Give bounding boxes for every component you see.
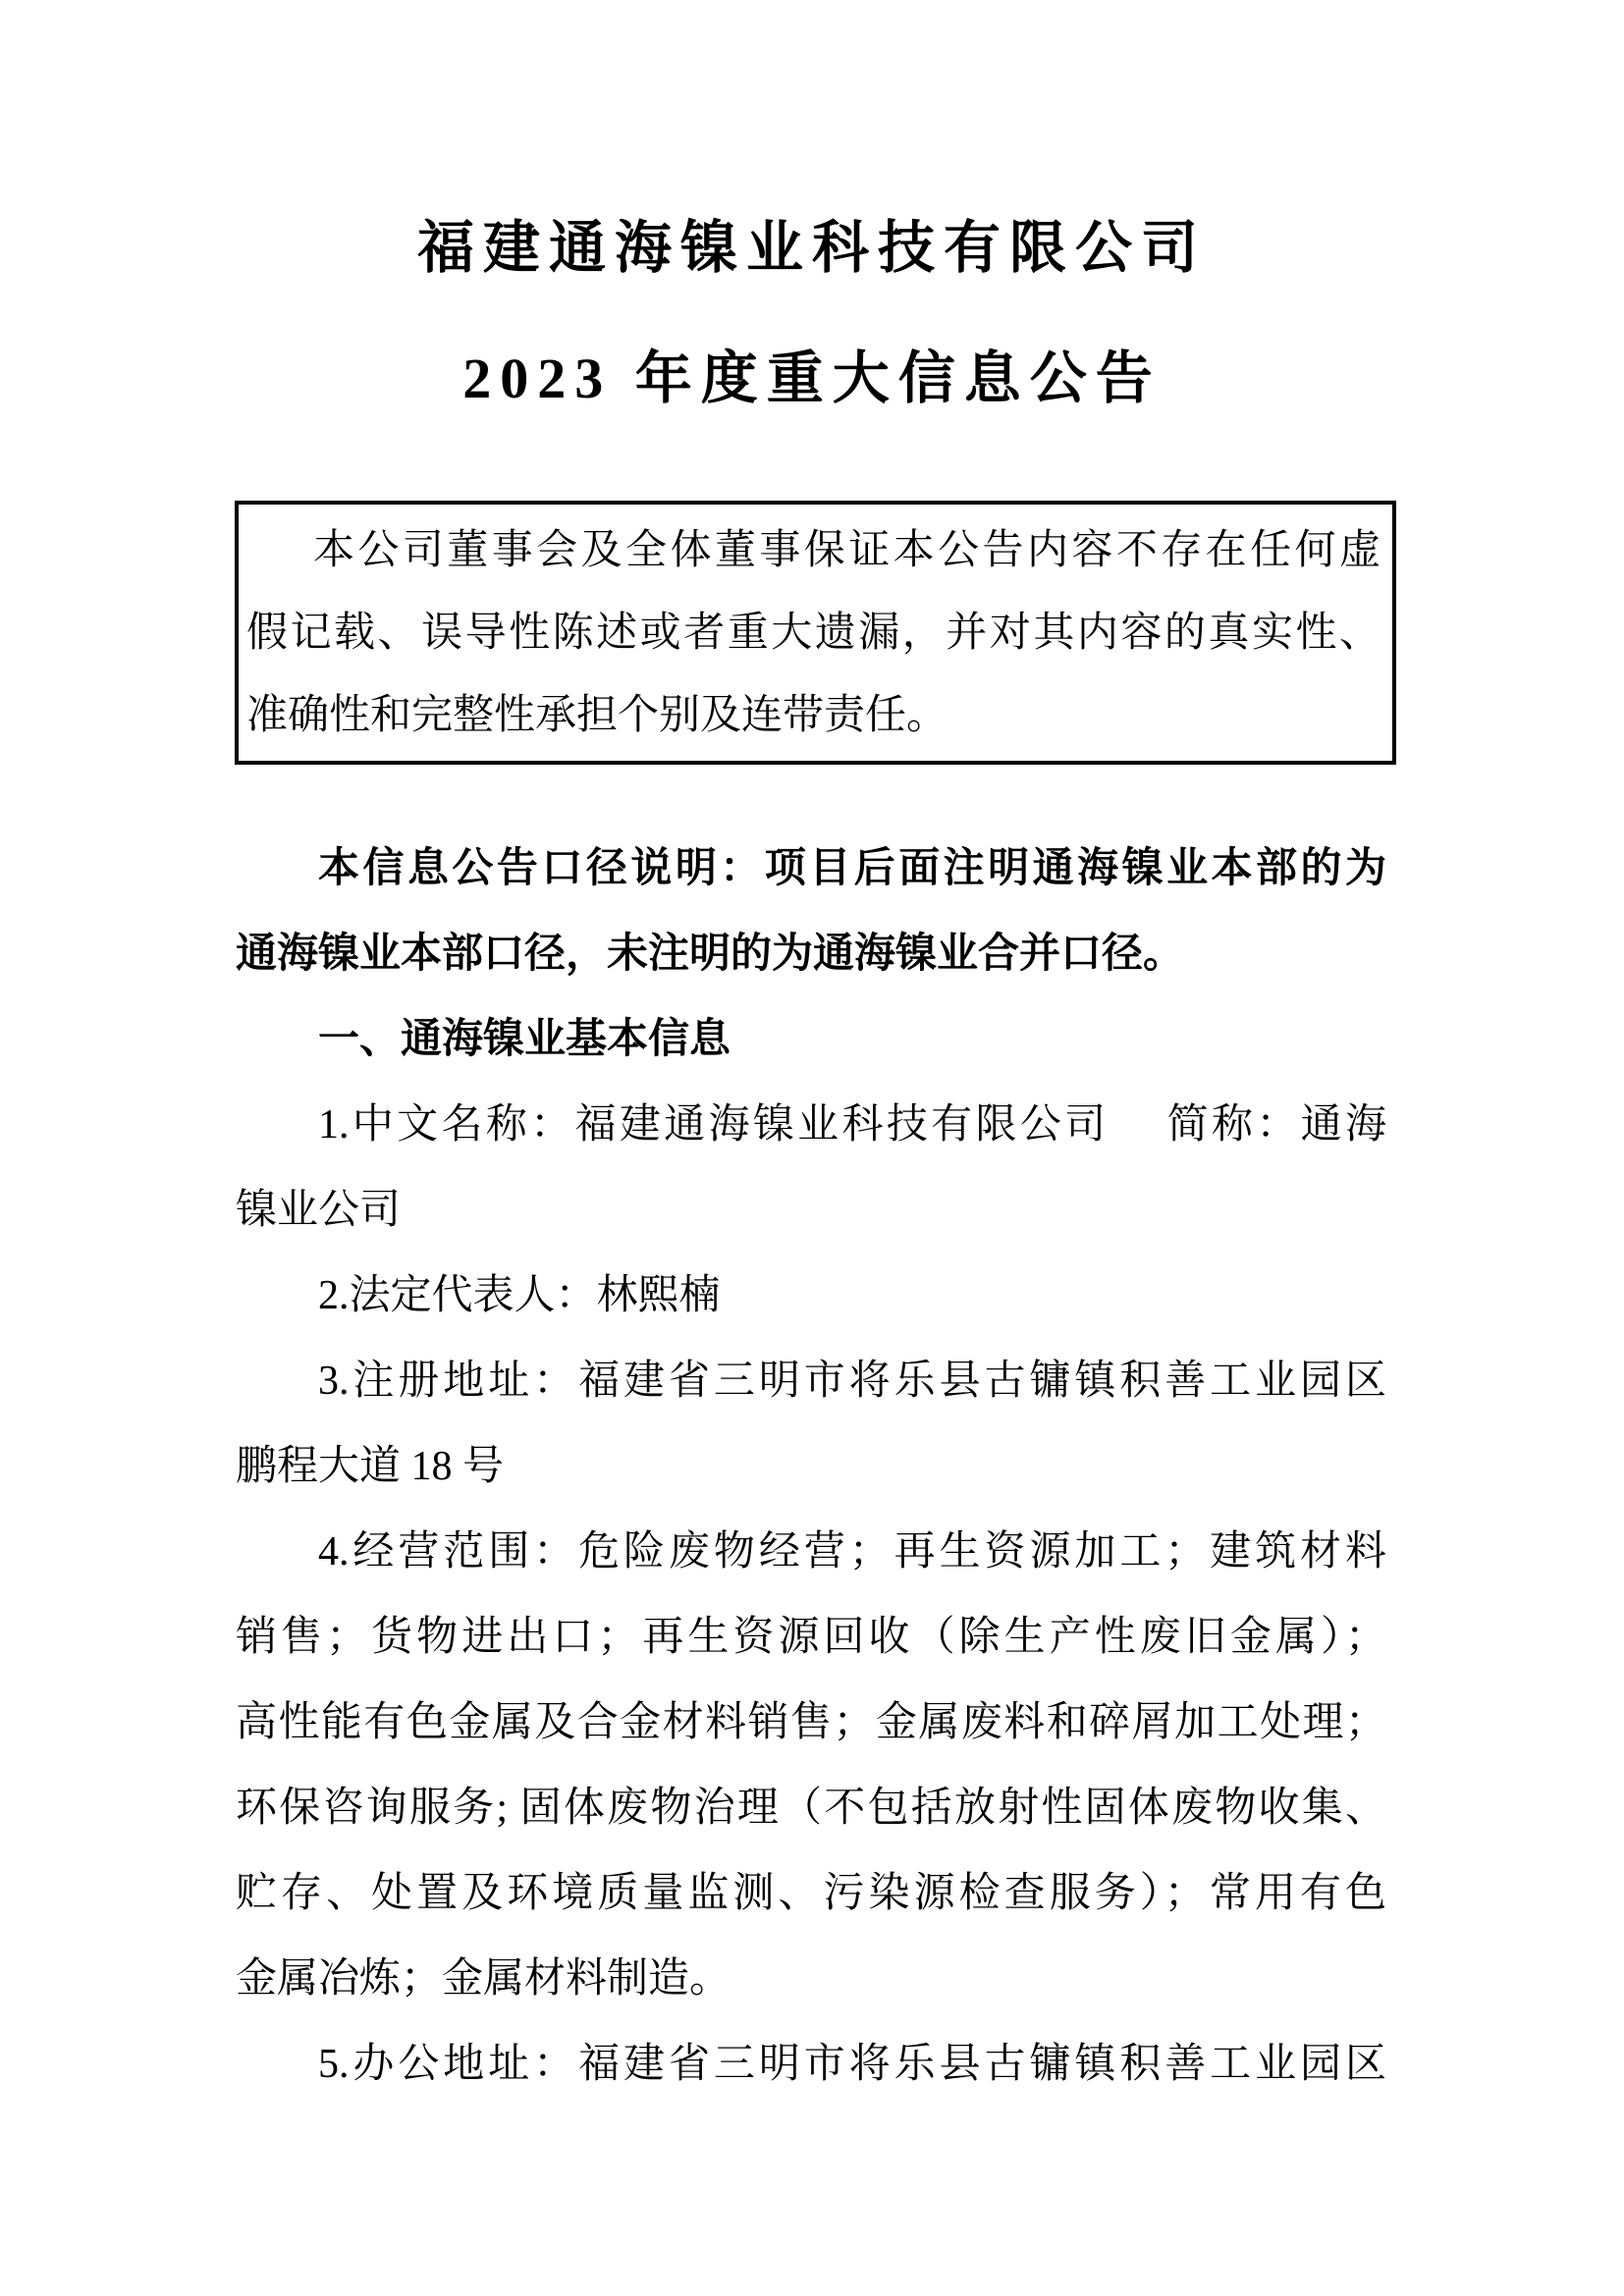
text-line: 贮存、处置及环境质量监测、污染源检查服务）；常用有色 — [236, 1871, 1386, 1916]
text-line: 鹏程大道 18 号 — [236, 1444, 505, 1489]
text-line: 金属冶炼；金属材料制造。 — [236, 1956, 731, 2002]
text-line: 2.法定代表人：林熙楠 — [318, 1273, 721, 1318]
text-line: 镍业公司 — [236, 1188, 402, 1233]
document-body — [236, 827, 1386, 2108]
basic-info-items — [236, 1083, 1386, 2108]
text-line: 本信息公告口径说明：项目后面注明通海镍业本部的为 — [318, 846, 1386, 891]
text-line: 销售；货物进出口；再生资源回收（除生产性废旧金属）； — [236, 1615, 1386, 1660]
section-heading: 一、通海镍业基本信息 — [318, 1017, 731, 1062]
intro-paragraph — [236, 827, 1386, 997]
document-title: 福建通海镍业科技有限公司 — [416, 216, 1207, 280]
document-subtitle: 2023 年度重大信息公告 — [462, 347, 1162, 410]
disclaimer-box — [235, 501, 1396, 765]
text-line: 通海镍业本部口径，未注明的为通海镍业合并口径。 — [236, 932, 1185, 977]
text-line: 假记载、误导性陈述或者重大遗漏，并对其内容的真实性、 — [246, 611, 1380, 656]
text-line: 1.中文名称：福建通海镍业科技有限公司 简称：通海 — [318, 1102, 1386, 1148]
text-line: 准确性和完整性承担个别及连带责任。 — [246, 693, 948, 738]
text-line: 高性能有色金属及合金材料销售；金属废料和碎屑加工处理； — [236, 1700, 1386, 1745]
text-line: 本公司董事会及全体董事保证本公告内容不存在任何虚 — [313, 528, 1380, 573]
text-line: 4.经营范围：危险废物经营；再生资源加工；建筑材料 — [318, 1529, 1386, 1575]
text-line: 环保咨询服务; 固体废物治理（不包括放射性固体废物收集、 — [236, 1786, 1386, 1831]
text-line: 3.注册地址：福建省三明市将乐县古镛镇积善工业园区 — [318, 1359, 1386, 1404]
text-line: 5.办公地址：福建省三明市将乐县古镛镇积善工业园区 — [318, 2042, 1386, 2087]
